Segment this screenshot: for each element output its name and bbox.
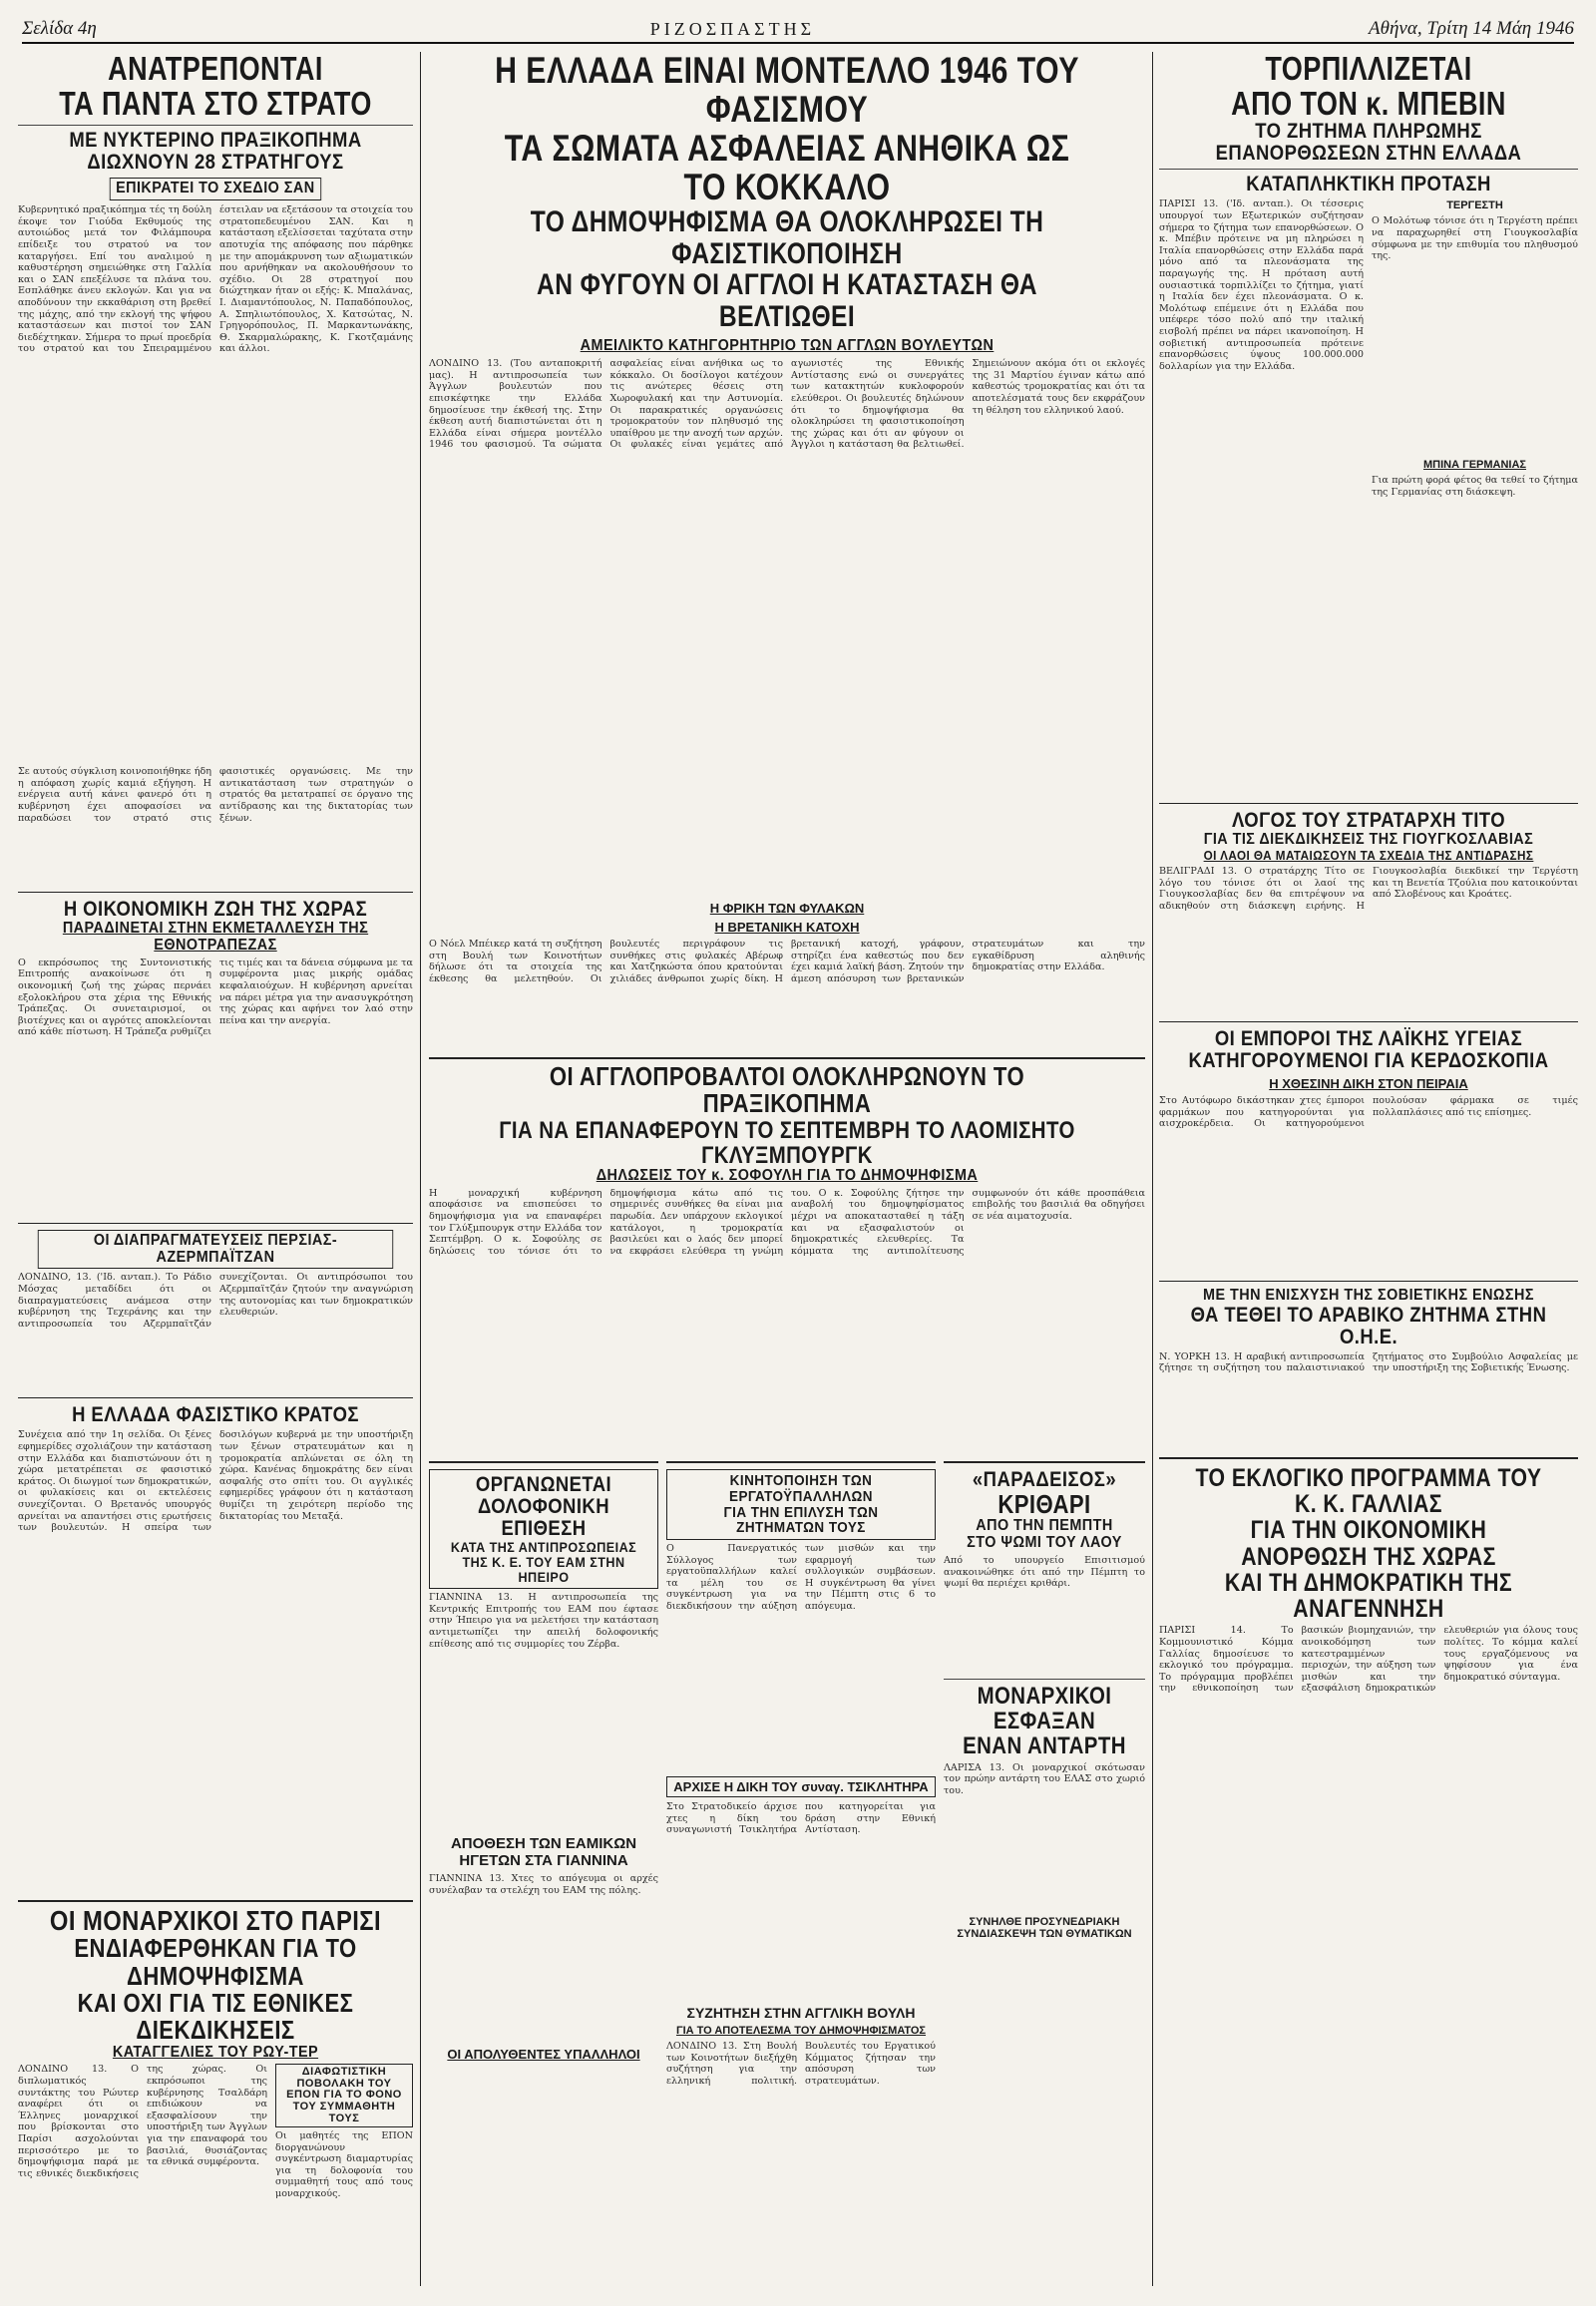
article-body: Κυβερνητικό πραξικόπημα τές τη δούλη έκοψε τον Γιούδα Εκθυμούς της αυτοιώδος μετά τον Φιλάμπουρα επίδειξε του στρατού να τον καταργήσει. Επί του αναλιμού η καθυστέρηση σημειώθηκε στη Γαλλία και ο ΣΑΝ επεξέλυσε τα πλάνα του. Εσπλάθηκε άνευ εκλογών. Και για να αποδύνουν την εκκαθάριση στη βρεθεί της μάχης, από την εκλογή της ψήφου καταστάσεων και πιστοί τον ΣΑΝ διεδέχτηκαν. Σήμερα το πρωί προεδρία του στρατού και του Σπειραμμένου έστειλαν να εξετάσουν τα στοιχεία του στρατοπεδευμένου ΣΑΝ. Και η κατάσταση εξελίσσεται ταχύτατα στην αποτυχία της απόφασης που πάρθηκε με την απομάκρυνση των αξιωματικών που αρνήθηκαν να ακολουθήσουν το σχέδιο. Οι 28 στρατηγοί που διώχτηκαν ήταν οι εξής: Κ. Μπαλάνας, Ι. Διαμαντόπουλος, Ν. Παπαδόπουλος, Α. Σπηλιωτόπουλος, Χ. Κατσώτας, Ν. Γρηγορόπουλος, Π. Μαρκαντωνάκης, Θ. Σκαρμαλώρακης, Κ. Γκοτζαμάνης και άλλοι. [18, 204, 413, 355]
section-headline: ΤΟ ΕΚΛΟΓΙΚΟ ΠΡΟΓΡΑΜΜΑ ΤΟΥ Κ. Κ. ΓΑΛΛΙΑΣ [1195, 1463, 1542, 1519]
subheadline: ΜΕ ΝΥΚΤΕΡΙΝΟ ΠΡΑΞΙΚΟΠΗΜΑ [69, 129, 362, 153]
headline: ΔΟΛΟΦΟΝΙΚΗ ΕΠΙΘΕΣΗ [478, 1495, 609, 1541]
section-headline: ΚΑΤΗΓΟΡΟΥΜΕΝΟΙ ΓΙΑ ΚΕΡΔΟΣΚΟΠΙΑ [1188, 1048, 1549, 1072]
center-main-story [429, 52, 1145, 1054]
crosshead: Η ΒΡΕΤΑΝΙΚΗ ΚΑΤΟΧΗ [714, 920, 860, 936]
subheadline: ΕΠΑΝΟΡΘΩΣΕΩΝ ΣΤΗΝ ΕΛΛΑΔΑ [1215, 142, 1522, 166]
headline: «ΠΑΡΑΔΕΙΣΟΣ» [972, 1468, 1117, 1491]
crosshead: ΜΠΙΝΑ ΓΕΡΜΑΝΙΑΣ [1422, 459, 1527, 472]
headline: ΑΠΟ ΤΗΝ ΠΕΜΠΤΗ [976, 1517, 1113, 1535]
section-headline: ΜΕ ΤΗΝ ΕΝΙΣΧΥΣΗ ΤΗΣ ΣΟΒΙΕΤΙΚΗΣ ΕΝΩΣΗΣ [1203, 1287, 1534, 1304]
crosshead: ΣΥΝΗΛΘΕ ΠΡΟΣΥΝΕΔΡΙΑΚΗ ΣΥΝΔΙΑΣΚΕΨΗ ΤΩΝ ΘΥΜΑΤΙΚΩΝ [957, 1915, 1132, 1940]
crosshead: ΑΡΧΙΣΕ Η ΔΙΚΗ ΤΟΥ συναγ. ΤΣΙΚΛΗΤΗΡΑ [666, 1776, 936, 1797]
article-body: ΛΟΝΔΙΝΟ 13. Στη Βουλή των Κοινοτήτων διεξήχθη συζήτηση για την ελληνική πολιτική. Βουλευτές του Εργατικού Κόμματος ζήτησαν την απόσυρση των στρατευμάτων. [666, 2041, 936, 2087]
article-body: Από το υπουργείο Επισιτισμού ανακοινώθηκε ότι από την Πέμπτη το ψωμί θα περιέχει κριθάρι. [944, 1554, 1145, 1590]
section-headline: Η ΟΙΚΟΝΟΜΙΚΗ ΖΩΗ ΤΗΣ ΧΩΡΑΣ [63, 898, 368, 922]
article-body: Ν. ΥΟΡΚΗ 13. Η αραβική αντιπροσωπεία ζήτησε τη συζήτηση του παλαιστινιακού ζητήματος στο Συμβούλιο Ασφαλείας με την υποστήριξη της Σοβιετικής Ένωσης. [1159, 1350, 1578, 1374]
kicker: ΚΑΤΑΠΛΗΚΤΙΚΗ ΠΡΟΤΑΣΗ [1246, 173, 1491, 196]
headline: ΟΡΓΑΝΩΝΕΤΑΙ [475, 1473, 612, 1496]
article-body: Ο Μολότωφ τόνισε ότι η Τεργέστη πρέπει να παραχωρηθεί στη Γιουγκοσλαβία σύμφωνα με την επιθυμία του πληθυσμού της. [1372, 215, 1578, 262]
right-column [1159, 52, 1578, 2286]
headline: ΑΝ ΦΥΓΟΥΝ ΟΙ ΑΓΓΛΟΙ Η ΚΑΤΑΣΤΑΣΗ ΘΑ ΒΕΛΤΙΩΘΕΙ [537, 268, 1037, 333]
section-headline: ΚΑΙ ΤΗ ΔΗΜΟΚΡΑΤΙΚΗ ΤΗΣ ΑΝΑΓΕΝΝΗΣΗ [1224, 1568, 1513, 1624]
headline: ΑΠΟ ΤΟΝ κ. ΜΠΕΒΙΝ [1231, 84, 1506, 122]
headline: ΤΑ ΠΑΝΤΑ ΣΤΟ ΣΤΡΑΤΟ [59, 84, 372, 122]
article-body: Στο Αυτόφωρο δικάστηκαν χτες έμποροι φαρμάκων που κατηγορούνται για αισχροκέρδεια. Οι κατηγορούμενοι πουλούσαν φάρμακα σε τιμές πολλαπλάσιες από τις επίσημες. [1159, 1095, 1578, 1130]
bread-story [944, 1461, 1145, 2291]
masthead: ΡΙΖΟΣΠΑΣΤΗΣ [649, 19, 816, 39]
center-second-story [429, 1057, 1145, 1458]
article-body: Οι μαθητές της ΕΠΟΝ διοργανώνουν συγκέντρωση διαμαρτυρίας για τη δολοφονία του συμμαθητή τους από τους μοναρχικούς. [275, 2130, 413, 2200]
crosshead: ΣΥΖΗΤΗΣΗ ΣΤΗΝ ΑΓΓΛΙΚΗ ΒΟΥΛΗ [686, 2005, 916, 2021]
crosshead: ΑΠΟΘΕΣΗ ΤΩΝ ΕΑΜΙΚΩΝ ΗΓΕΤΩΝ ΣΤΑ ΓΙΑΝΝΙΝΑ [450, 1835, 637, 1870]
section-headline: Η ΕΛΛΑΔΑ ΦΑΣΙΣΤΙΚΟ ΚΡΑΤΟΣ [72, 1403, 359, 1427]
section-subheadline: ΟΙ ΛΑΟΙ ΘΑ ΜΑΤΑΙΩΣΟΥΝ ΤΑ ΣΧΕΔΙΑ ΤΗΣ ΑΝΤΙΔΡΑΣΗΣ [1203, 848, 1534, 864]
headline: ΟΙ ΜΟΝΑΡΧΙΚΟΙ ΣΤΟ ΠΑΡΙΣΙ [49, 1905, 382, 1936]
issue-date: Αθήνα, Τρίτη 14 Μάη 1946 [1369, 18, 1574, 39]
article-body: ΓΙΑΝΝΙΝΑ 13. Η αντιπροσωπεία της Κεντρικής Επιτροπής του ΕΑΜ που έφτασε στην Ήπειρο για να μελετήσει την κατάσταση αντιμετωπίζει την απειλή δολοφονικής επίθεσης από τις συμμορίες του Ζέρβα. [429, 1592, 658, 1650]
section-headline: ΛΟΓΟΣ ΤΟΥ ΣΤΡΑΤΑΡΧΗ ΤΙΤΟ [1231, 809, 1506, 833]
headline: ΤΟ ΔΗΜΟΨΗΦΙΣΜΑ ΘΑ ΟΛΟΚΛΗΡΩΣΕΙ ΤΗ ΦΑΣΙΣΤΙΚΟΠΟΙΗΣΗ [530, 205, 1044, 270]
subheadline: ΚΑΤΑΓΓΕΛΙΕΣ ΤΟΥ ΡΩΥ-ΤΕΡ [112, 2043, 319, 2061]
headline: ΚΡΙΘΑΡΙ [998, 1489, 1091, 1520]
headline: ΑΝΑΤΡΕΠΟΝΤΑΙ [108, 52, 323, 87]
article-body: Για πρώτη φορά φέτος θα τεθεί το ζήτημα της Γερμανίας στη διάσκεψη. [1372, 475, 1578, 499]
headline: ΟΙ ΑΓΓΛΟΠΡΟΒΑΛΤΟΙ ΟΛΟΚΛΗΡΩΝΟΥΝ ΤΟ ΠΡΑΞΙΚΟΠΗΜΑ [549, 1061, 1025, 1119]
headline: ΕΝΔΙΑΦΕΡΘΗΚΑΝ ΓΙΑ ΤΟ ΔΗΜΟΨΗΦΙΣΜΑ [74, 1933, 357, 1991]
article-body: Ο Νόελ Μπέικερ κατά τη συζήτηση στη Βουλή των Κοινοτήτων δήλωσε ότι τα στοιχεία της έκθεσης θα μελετηθούν. Οι βουλευτές περιγράφουν τις συνθήκες στις φυλακές Αβέρωφ και Χατζηκώστα όπου κρατούνται χιλιάδες άνθρωποι χωρίς δίκη. Η βρετανική κατοχή, γράφουν, στηρίζει ένα καθεστώς που δεν έχει καμιά λαϊκή βάση. Ζητούν την άμεση απόσυρση των βρετανικών στρατευμάτων και την εγκαθίδρυση αληθινής δημοκρατίας στην Ελλάδα. [429, 939, 1145, 984]
article-body: ΛΟΝΔΙΝΟ, 13. ('Ιδ. ανταπ.). Το Ράδιο Μόσχας μεταδίδει ότι οι διαπραγματεύσεις ανάμεσα στην κυβέρνηση της Τεχεράνης και την αντιπροσωπεία του Αζερμπαϊτζάν συνεχίζονται. Οι αντιπρόσωποι του Αζερμπαϊτζάν ζητούν την αναγνώριση της αυτονομίας και των δημοκρατικών ελευθεριών. [18, 1272, 413, 1330]
headline: ΚΑΙ ΟΧΙ ΓΙΑ ΤΙΣ ΕΘΝΙΚΕΣ ΔΙΕΚΔΙΚΗΣΕΙΣ [77, 1987, 354, 2046]
headline: ΕΝΑΝ ΑΝΤΑΡΤΗ [963, 1732, 1126, 1760]
epirus-story [429, 1461, 658, 2291]
headline: ΓΙΑ ΤΗΝ ΕΠΙΛΥΣΗ ΤΩΝ ΖΗΤΗΜΑΤΩΝ ΤΟΥΣ [723, 1503, 879, 1537]
column-divider [1152, 52, 1153, 2286]
workers-story [666, 1461, 936, 2291]
subheadline: ΔΗΛΩΣΕΙΣ ΤΟΥ κ. ΣΟΦΟΥΛΗ ΓΙΑ ΤΟ ΔΗΜΟΨΗΦΙΣΜΑ [596, 1166, 979, 1184]
article-body: Ο Πανεργατικός Σύλλογος των εργατοϋπαλλήλων καλεί τα μέλη του σε συγκέντρωση για να διεκδικήσουν την αύξηση των μισθών και την εφαρμογή των συλλογικών συμβάσεων. Η συγκέντρωση θα γίνει την Πέμπτη στις 6 το απόγευμα. [666, 1543, 936, 1612]
headline: ΤΟΡΠΙΛΛΙΖΕΤΑΙ [1265, 52, 1472, 87]
headline: ΜΟΝΑΡΧΙΚΟΙ [977, 1682, 1112, 1710]
section-subheadline: ΠΑΡΑΔΙΝΕΤΑΙ ΣΤΗΝ ΕΚΜΕΤΑΛΛΕΥΣΗ ΤΗΣ ΕΘΝΟΤΡΑΠΕΖΑΣ [62, 920, 369, 955]
page-header [22, 14, 1574, 44]
page-number: Σελίδα 4η [22, 18, 97, 39]
article-body: ΛΟΝΔΙΝΟ 13. Ο διπλωματικός συντάκτης του Ρώυτερ αναφέρει ότι οι Έλληνες μοναρχικοί που βρίσκονται στο Παρίσι ασχολούνται περισσότερο με το δημοψήφισμα παρά με τις εθνικές διεκδικήσεις της χώρας. Οι εκπρόσωποι της κυβέρνησης Τσαλδάρη επιδιώκουν να εξασφαλίσουν την υποστήριξη των Άγγλων για την επαναφορά του βασιλιά, θυσιάζοντας τα εθνικά συμφέροντα. [18, 2064, 267, 2179]
column-divider [420, 52, 421, 2286]
article-body: ΛΑΡΙΣΑ 13. Οι μοναρχικοί σκότωσαν τον πρώην αντάρτη του ΕΛΑΣ στο χωριό του. [944, 1761, 1145, 1796]
crosshead: ΟΙ ΑΠΟΛΥΘΕΝΤΕΣ ΥΠΑΛΛΗΛΟΙ [447, 2047, 640, 2063]
article-body: Σε αυτούς σύγκλιση κοινοποιήθηκε ήδη η απόφαση χωρίς καμιά εξήγηση. Η ενέργεια αυτή κάνει φανερό ότι η κυβέρνηση έχει αποφασίσει να παραδώσει τον στρατό στις φασιστικές οργανώσεις. Με την αντικατάσταση των στρατηγών ο στρατός θα μετατραπεί σε όργανο της αντίδρασης και της δικτατορίας των ξένων. [18, 766, 413, 824]
headline: ΕΣΦΑΞΑΝ [993, 1708, 1096, 1735]
headline: Η ΕΛΛΑΔΑ ΕΙΝΑΙ ΜΟΝΤΕΛΛΟ 1946 ΤΟΥ ΦΑΣΙΣΜΟΥ [495, 52, 1079, 130]
crosshead: Η ΧΘΕΣΙΝΗ ΔΙΚΗ ΣΤΟΝ ΠΕΙΡΑΙΑ [1269, 1076, 1468, 1091]
headline: ΓΙΑ ΝΑ ΕΠΑΝΑΦΕΡΟΥΝ ΤΟ ΣΕΠΤΕΜΒΡΗ ΤΟ ΛΑΟΜΙΣΗΤΟ ΓΚΛΥΞΜΠΟΥΡΓΚ [499, 1116, 1075, 1169]
crosshead: Η ΦΡΙΚΗ ΤΩΝ ΦΥΛΑΚΩΝ [709, 901, 865, 917]
subheadline: ΤΟ ΖΗΤΗΜΑ ΠΛΗΡΩΜΗΣ [1255, 120, 1482, 144]
section-headline: ΘΑ ΤΕΘΕΙ ΤΟ ΑΡΑΒΙΚΟ ΖΗΤΗΜΑ ΣΤΗΝ Ο.Η.Ε. [1190, 1303, 1547, 1348]
crosshead: ΓΙΑ ΤΟ ΑΠΟΤΕΛΕΣΜΑ ΤΟΥ ΔΗΜΟΨΗΦΙΣΜΑΤΟΣ [675, 2025, 927, 2037]
subheadline: ΔΙΩΧΝΟΥΝ 28 ΣΤΡΑΤΗΓΟΥΣ [87, 151, 344, 175]
headline: ΤΑ ΣΩΜΑΤΑ ΑΣΦΑΛΕΙΑΣ ΑΝΗΘΙΚΑ ΩΣ ΤΟ ΚΟΚΚΑΛΟ [504, 127, 1070, 207]
subheadline: ΑΜΕΙΛΙΚΤΟ ΚΑΤΗΓΟΡΗΤΗΡΙΟ ΤΩΝ ΑΓΓΛΩΝ ΒΟΥΛΕΥΤΩΝ [580, 337, 995, 355]
article-body: ΓΙΑΝΝΙΝΑ 13. Χτες το απόγευμα οι αρχές συνέλαβαν τα στελέχη του ΕΑΜ της πόλης. [429, 1873, 658, 1896]
section-headline: ΓΙΑ ΤΗΝ ΟΙΚΟΝΟΜΙΚΗ ΑΝΟΡΘΩΣΗ ΤΗΣ ΧΩΡΑΣ [1241, 1516, 1496, 1571]
article-body: ΠΑΡΙΣΙ 14. Το Κομμουνιστικό Κόμμα Γαλλίας δημοσίευσε το εκλογικό του πρόγραμμα. Το πρόγραμμα προβλέπει την εθνικοποίηση των βασικών βιομηχανιών, την ανοικοδόμηση των κατεστραμμένων περιοχών, την αύξηση των μισθών και την εξασφάλιση δημοκρατικών ελευθεριών για όλους τους πολίτες. Το κόμμα καλεί τους εργαζόμενους να ψηφίσουν για ένα δημοκρατικό σύνταγμα. [1159, 1625, 1578, 1695]
section-headline: ΓΙΑ ΤΙΣ ΔΙΕΚΔΙΚΗΣΕΙΣ ΤΗΣ ΓΙΟΥΓΚΟΣΛΑΒΙΑΣ [1203, 831, 1534, 849]
article-body: Ο εκπρόσωπος της Συντονιστικής Επιτροπής ανακοίνωσε ότι η οικονομική ζωή της χώρας περνάει εξολοκλήρου στα χέρια της Εθνικής Τράπεζας. Οι συνεταιρισμοί, οι βιοτέχνες και οι αγρότες αποκλείονται από κάθε πίστωση. Η Τράπεζα ρυθμίζει τις τιμές και τα δάνεια σύμφωνα με τα συμφέροντα μιας μικρής ομάδας κεφαλαιούχων. Η κυβέρνηση αρνείται να πάρει μέτρα για την ανασυγκρότηση της χώρας και αφήνει τον λαό στην πείνα και την ανεργία. [18, 957, 413, 1038]
article-body: Η μοναρχική κυβέρνηση αποφάσισε να επισπεύσει το δημοψήφισμα για να επαναφέρει τον Γλύξμπουργκ στην Ελλάδα τον Σεπτέμβρη. Ο κ. Σοφούλης σε δηλώσεις του τόνισε ότι το δημοψήφισμα κάτω από τις σημερινές συνθήκες θα είναι μια παρωδία. Δεν υπάρχουν εκλογικοί κατάλογοι, η τρομοκρατία βασιλεύει και ο λαός δεν μπορεί να εκφράσει ελεύθερα τη γνώμη του. Ο κ. Σοφούλης ζήτησε την αναβολή του δημοψηφίσματος μέχρι να αποκατασταθεί η τάξη και να εξασφαλιστούν οι δημοκρατικές ελευθερίες. Τα κόμματα της αντιπολίτευσης συμφωνούν ότι κάθε προσπάθεια επιβολής του βασιλιά θα οδηγήσει σε νέα αιματοχυσία. [429, 1187, 1145, 1257]
headline: ΚΑΤΑ ΤΗΣ ΑΝΤΙΠΡΟΣΩΠΕΙΑΣ ΤΗΣ Κ. Ε. ΤΟΥ ΕΑΜ ΣΤΗΝ ΗΠΕΙΡΟ [450, 1539, 637, 1585]
kicker: ΕΠΙΚΡΑΤΕΙ ΤΟ ΣΧΕΔΙΟ ΣΑΝ [110, 178, 321, 200]
headline: ΚΙΝΗΤΟΠΟΙΗΣΗ ΤΩΝ ΕΡΓΑΤΟΫΠΑΛΛΗΛΩΝ [729, 1472, 873, 1505]
article-body: Συνέχεια από την 1η σελίδα. Οι ξένες εφημερίδες σχολιάζουν την κατάσταση στην Ελλάδα και διαπιστώνουν ότι η χώρα μετατρέπεται σε φασιστικό κράτος. Οι διωγμοί των δημοκρατικών, οι φυλακίσεις και οι εκτελέσεις συνεχίζονται. Ο Βρετανός υπουργός αρνείται να απαντήσει στις ερωτήσεις των βουλευτών. Η σπείρα των δοσιλόγων κυβερνά με την υποστήριξη των ξένων στρατευμάτων και η τρομοκρατία απλώνεται σε όλη τη χώρα. Κανένας δημοκράτης δεν είναι ασφαλής στο σπίτι του. Οι αγγλικές εφημερίδες γράφουν ότι η κατάσταση θυμίζει τη χειρότερη περίοδο της δικτατορίας του Μεταξά. [18, 1429, 413, 1534]
boxed-headline: ΔΙΑΦΩΤΙΣΤΙΚΗ ΠΟΒΟΛΑΚΗ ΤΟΥ ΕΠΟΝ ΓΙΑ ΤΟ ΦΟΝΟ ΤΟΥ ΣΥΜΜΑΘΗΤΗ ΤΟΥΣ [275, 2064, 413, 2127]
section-headline: ΟΙ ΔΙΑΠΡΑΓΜΑΤΕΥΣΕΙΣ ΠΕΡΣΙΑΣ-ΑΖΕΡΜΠΑΪΤΖΑΝ [38, 1230, 393, 1270]
monarchists-paris-story [18, 1900, 413, 2291]
headline: ΣΤΟ ΨΩΜΙ ΤΟΥ ΛΑΟΥ [967, 1534, 1122, 1552]
article-body: ΒΕΛΙΓΡΑΔΙ 13. Ο στρατάρχης Τίτο σε λόγο του τόνισε ότι οι λαοί της Γιουγκοσλαβίας δεν θα επιτρέψουν να αδικηθούν στη διάσκεψη ειρήνης. Η Γιουγκοσλαβία διεκδικεί την Τεργέστη και τη Βενετία Τζούλια που κατοικούνται από Σλοβένους και Κροάτες. [1159, 865, 1578, 912]
section-headline: ΟΙ ΕΜΠΟΡΟΙ ΤΗΣ ΛΑΪΚΗΣ ΥΓΕΙΑΣ [1214, 1026, 1523, 1050]
article-body: ΠΑΡΙΣΙ 13. ('Ιδ. ανταπ.). Οι τέσσερις υπουργοί των Εξωτερικών συζήτησαν σήμερα το ζήτημα των επανορθώσεων. Ο κ. Μπέβιν πρότεινε να μη πληρώσει η Ιταλία επανορθώσεις στην Ελλάδα παρά μόνο από τα πλεονάσματα της παραγωγής της. Η πρόταση αυτή ουσιαστικά τορπιλλίζει το ζήτημα, γιατί η Ιταλία δεν έχει πλεονάσματα. Ο κ. Μολότωφ επέμεινε ότι η Ελλάδα που υπέφερε τόσο πολύ από την ιταλική εισβολή πρέπει να πάρει ικανοποίηση. Η σοβιετική αντιπροσωπεία πρότεινε επανορθώσεις ύψους 100.000.000 δολλαρίων για την Ελλάδα. [1159, 198, 1364, 372]
article-body: Στο Στρατοδικείο άρχισε χτες η δίκη του συναγωνιστή Τσικλητήρα που κατηγορείται για δράση στην Εθνική Αντίσταση. [666, 1801, 936, 1836]
article-body: ΛΟΝΔΙΝΟ 13. (Του ανταποκριτή μας). Η αντιπροσωπεία των Άγγλων βουλευτών που επισκέφτηκε την Ελλάδα δημοσίευσε την έκθεσή της. Στην έκθεση αυτή διαπιστώνεται ότι η Ελλάδα είναι σήμερα μοντέλλο 1946 του φασισμού. Τα σώματα ασφαλείας είναι ανήθικα ως το κόκκαλο. Οι δοσίλογοι κατέχουν τις ανώτερες θέσεις στη Χωροφυλακή και την Αστυνομία. Οι παρακρατικές οργανώσεις τρομοκρατούν τον πληθυσμό της υπαίθρου με την ανοχή των αρχών. Οι φυλακές είναι γεμάτες από αγωνιστές της Εθνικής Αντίστασης ενώ οι συνεργάτες των κατακτητών κυκλοφορούν ελεύθεροι. Οι βουλευτές δηλώνουν ότι το δημοψήφισμα θα ολοκληρώσει τη φασιστικοποίηση της χώρας και ότι αν φύγουν οι Άγγλοι η κατάσταση θα βελτιωθεί. Σημειώνουν ακόμα ότι οι εκλογές της 31 Μαρτίου έγιναν κάτω από καθεστώς τρομοκρατίας και ότι τα αποτελέσματά τους δεν εκφράζουν τη θέληση του ελληνικού λαού. [429, 358, 1145, 451]
crosshead: ΤΕΡΓΕΣΤΗ [1446, 199, 1503, 212]
